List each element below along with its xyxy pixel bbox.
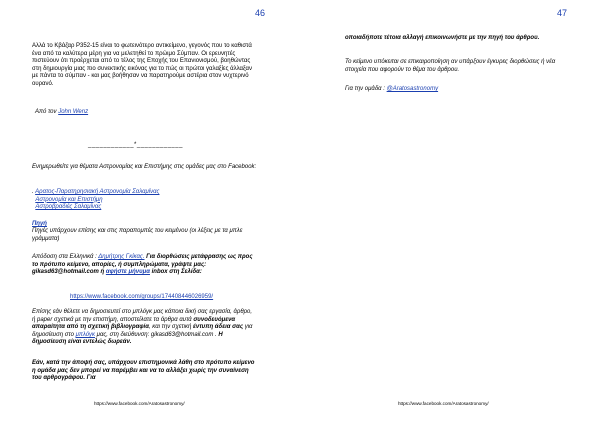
message-link[interactable]: αφήστε μήνυμα bbox=[105, 269, 150, 276]
contact-text: Για διορθώσεις μετάφρασης ως προς το πρότυπο κείμενο, απορίες, ή συμπληρώματα, γράψτε μας: gikasd63@hotmail.com ή bbox=[32, 254, 253, 276]
author-link[interactable]: John Wenz bbox=[58, 109, 89, 115]
team-link[interactable]: @Aratosastronomy bbox=[386, 86, 439, 92]
submission-paragraph bbox=[32, 309, 257, 347]
submission-text: , και την σχετική bbox=[148, 324, 192, 331]
submission-bold: συνοδευόμενα απαραίτητα από τη σχετική βιβλιογραφία bbox=[32, 316, 236, 331]
group-link[interactable]: Αστρονομία και Επιστήμη bbox=[35, 196, 103, 203]
group-item[interactable]: . Αρατος-Παρατηρησιακή Αστρονομία Σαλαμίνας bbox=[32, 189, 160, 195]
team-line bbox=[345, 86, 560, 94]
contact-tail: inbox στη Σελίδα: bbox=[151, 269, 202, 276]
author-prefix: Από τον bbox=[35, 109, 57, 115]
team-prefix: Για την ομάδα : bbox=[345, 86, 385, 92]
continuation-text: οποιαδήποτε τέτοια αλλαγή επικοινωνήστε με την πηγή του άρθρου. bbox=[345, 35, 540, 41]
facebook-info-text: Ενημερωθείτε για θέματα Αστρονομίας και Επιστήμης στις ομάδες μας στο Facebook: bbox=[32, 164, 257, 170]
errors-paragraph: Εάν, κατά την άποψή σας, υπάρχουν επιστημονικά λάθη στο πρότυπο κείμενο η ομάδα μας δεν μπορεί να παρέμβει και να το αλλάξει χωρίς την συναίνεση του αρθρογράφου. Για bbox=[32, 360, 255, 382]
facebook-group-url bbox=[70, 294, 270, 302]
group-link[interactable]: Αστροβραδιές Σαλαμίνας bbox=[35, 204, 102, 211]
update-note: Το κείμενο υπόκειται σε επικαιροποίηση αν υπάρξουν έγκυρες διορθώσεις ή νέα στοιχεία που αφορούν το θέμα του άρθρου. bbox=[345, 59, 556, 73]
source-text: Πηγές υπάρχουν επίσης και στις παραπομπές του κειμένου (οι λέξεις με τα μπλε γράμματα) bbox=[32, 228, 243, 242]
blog-link[interactable]: μπλόγκ bbox=[75, 331, 95, 338]
submission-text: για δημοσίευση στο bbox=[32, 324, 253, 338]
submission-bold: Η δημοσίευση είναι εντελώς δωρεάν. bbox=[32, 331, 223, 346]
page-footer: https://www.facebook.com/Aratosastronomy/ bbox=[94, 401, 185, 406]
article-paragraph: Αλλά το Κβάζαρ P352-15 είναι το φωτεινότερο αντικείμενο, γεγονός που το καθιστά ένα από τα καλύτερα μέρη για να μελετηθεί το πρώιμο Σύμπαν. Οι ερευνητές πιστεύουν ότι προέρχεται από το τέλος της Εποχής του Επανιονισμού, βοηθώντας στη δημιουργία μιας πιο συνεκτικής εικόνας για το πώς οι πρώτοι γαλαξίες άλλαξαν με πάντα το σύμπαν - και μας βοήθησαν να παρατηρούμε αστέρια στον νυχτερινό ουρανό. bbox=[32, 43, 253, 87]
source-heading[interactable]: Πηγή bbox=[32, 221, 47, 227]
submission-bold: έντυπη άδεια σας bbox=[193, 324, 244, 331]
group-item[interactable] bbox=[32, 204, 257, 212]
credit-name[interactable]: Δημήτρης Γκίκας. bbox=[98, 254, 145, 260]
right-page bbox=[300, 0, 600, 424]
credit-prefix: Απόδοση στα Ελληνικά : bbox=[32, 254, 97, 260]
submission-text: Επίσης εάν θέλετε να δημοσιευτεί στο μπλόγκ μας κάποια δική σας εργασία, άρθρο, ή paper σχετικά με την επιστήμη, αποστείλατε τα άρθρα αυτά bbox=[32, 309, 253, 323]
facebook-group-link[interactable]: https://www.facebook.com/groups/174408446026959/ bbox=[70, 294, 214, 300]
author-line bbox=[35, 109, 185, 117]
page-number: 47 bbox=[557, 8, 568, 18]
credit-block bbox=[32, 254, 257, 277]
facebook-groups-list bbox=[32, 189, 257, 212]
page-number: 46 bbox=[255, 8, 266, 18]
page-footer: https://www.facebook.com/Aratosastronomy/ bbox=[398, 401, 489, 406]
submission-text: μας, στη διεύθυνση: gikasd63@hotmail.com . bbox=[96, 331, 217, 338]
group-link[interactable]: Αρατος-Παρατηρησιακή Αστρονομία Σαλαμίνας bbox=[35, 189, 160, 195]
separator: ____________*____________ bbox=[88, 142, 183, 148]
